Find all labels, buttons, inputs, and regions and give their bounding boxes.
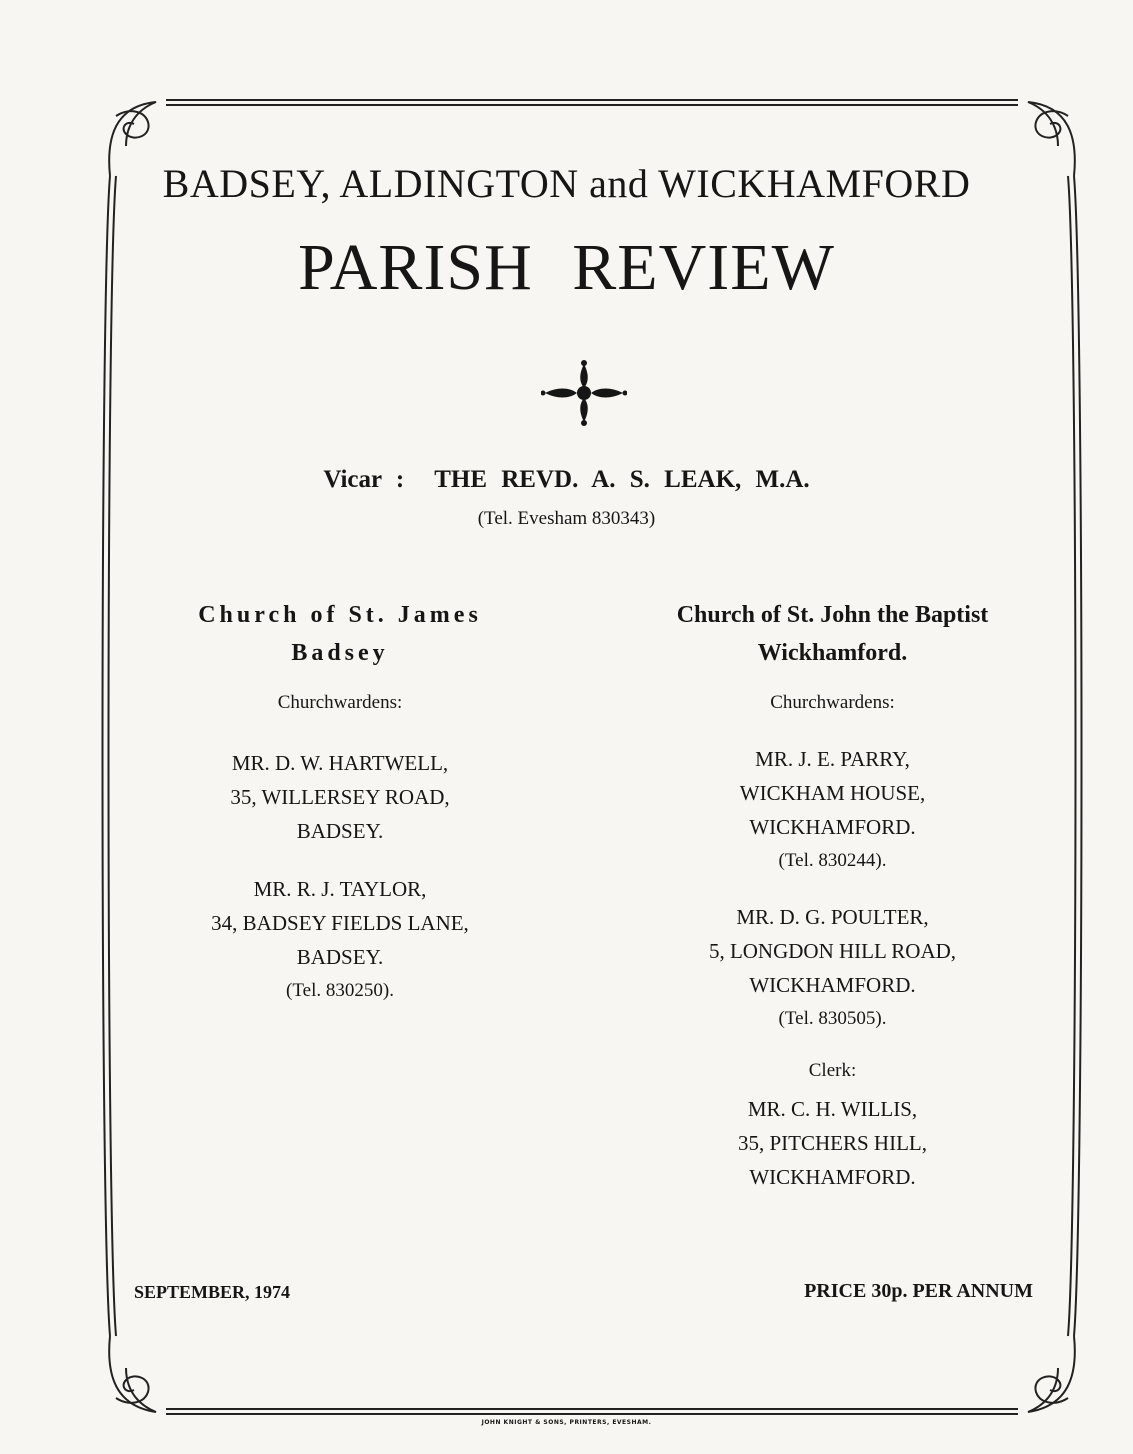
clerk-street: 35, PITCHERS HILL,	[738, 1131, 927, 1155]
vicar-name: THE REVD. A. S. LEAK, M.A.	[434, 466, 810, 493]
left-church-column	[130, 596, 550, 1008]
clerk-label: Clerk:	[808, 1060, 857, 1081]
vicar-label: Vicar :	[323, 466, 405, 493]
left-church-place: Badsey	[291, 640, 389, 666]
left-warden-1-town: BADSEY.	[296, 819, 384, 843]
left-warden-2-tel: (Tel. 830250).	[286, 980, 394, 1001]
right-warden-1-tel: (Tel. 830244).	[778, 850, 887, 871]
left-warden-2	[130, 872, 550, 1008]
issue-date: SEPTEMBER, 1974	[134, 1282, 291, 1302]
left-warden-2-street: 34, BADSEY FIELDS LANE,	[211, 911, 469, 935]
right-church-place: Wickhamford.	[757, 640, 908, 666]
right-warden-2-town: WICKHAMFORD.	[749, 973, 916, 997]
right-warden-2-tel: (Tel. 830505).	[778, 1008, 887, 1029]
right-warden-1-street: WICKHAM HOUSE,	[739, 781, 926, 805]
header-line-1: BADSEY, ALDINGTON and WICKHAMFORD	[162, 161, 971, 206]
page-title: PARISH REVIEW	[298, 231, 835, 304]
left-warden-1	[130, 746, 550, 848]
right-church-name: Church of St. John the Baptist	[676, 602, 989, 628]
clerk-town: WICKHAMFORD.	[749, 1165, 916, 1189]
cross-ornament-icon	[541, 360, 627, 426]
clerk	[630, 1092, 1035, 1194]
vicar-line	[0, 466, 1133, 494]
left-warden-1-street: 35, WILLERSEY ROAD,	[230, 785, 450, 809]
left-church-name: Church of St. James	[198, 602, 482, 628]
vicar-telephone: (Tel. Evesham 830343)	[477, 508, 656, 529]
right-warden-2-street: 5, LONGDON HILL ROAD,	[708, 939, 957, 963]
clerk-name: MR. C. H. WILLIS,	[747, 1097, 918, 1121]
printer-credit: JOHN KNIGHT & SONS, PRINTERS, EVESHAM.	[481, 1419, 652, 1426]
right-warden-2-name: MR. D. G. POULTER,	[736, 905, 929, 929]
right-wardens-label: Churchwardens:	[770, 692, 895, 713]
left-wardens-label: Churchwardens:	[277, 692, 403, 713]
left-warden-2-town: BADSEY.	[296, 945, 384, 969]
right-warden-1-name: MR. J. E. PARRY,	[755, 747, 910, 771]
right-warden-1-town: WICKHAMFORD.	[749, 815, 916, 839]
right-church-column	[630, 596, 1035, 1194]
price: PRICE 30p. PER ANNUM	[804, 1280, 1033, 1302]
right-warden-2	[630, 900, 1035, 1036]
right-warden-1	[630, 742, 1035, 878]
left-warden-2-name: MR. R. J. TAYLOR,	[253, 877, 427, 901]
left-warden-1-name: MR. D. W. HARTWELL,	[231, 751, 449, 775]
